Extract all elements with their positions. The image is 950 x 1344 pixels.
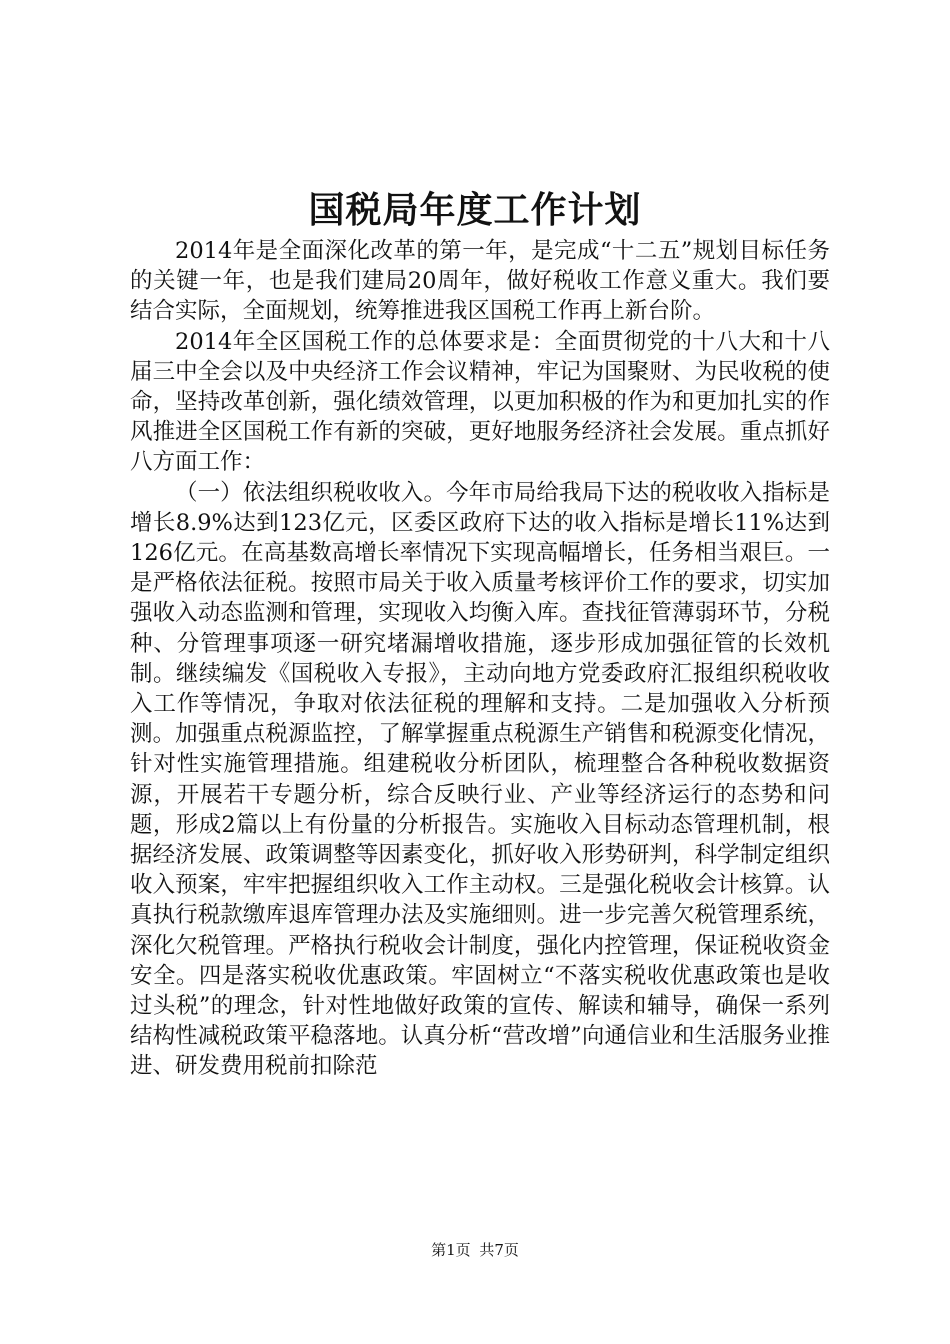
document-title: 国税局年度工作计划 (308, 189, 642, 231)
page-footer (0, 1240, 950, 1260)
paragraph-requirements: 2014年全区国税工作的总体要求是：全面贯彻党的十八大和十八届三中全会以及中央经济工作会议精神，牢记为国聚财、为民收税的使命，坚持改革创新，强化绩效管理，以更加积极的作为和更加扎实的作风推进全区国税工作有新的突破，更好地服务经济社会发展。重点抓好八方面工作： (130, 328, 830, 476)
document-body (130, 236, 830, 1082)
page-total: 共7页 (479, 1241, 519, 1259)
page-number: 第1页 (431, 1241, 471, 1259)
paragraph-intro: 2014年是全面深化改革的第一年，是完成“十二五”规划目标任务的关键一年，也是我们建局20周年，做好税收工作意义重大。我们要结合实际，全面规划，统筹推进我区国税工作再上新台阶。 (130, 238, 830, 325)
paragraph-section-one: （一）依法组织税收收入。今年市局给我局下达的税收收入指标是增长8.9%达到123亿元，区委区政府下达的收入指标是增长11%达到126亿元。在高基数高增长率情况下实现高幅增长，任务相当艰巨。一是严格依法征税。按照市局关于收入质量考核评价工作的要求，切实加强收入动态监测和管理，实现收入均衡入库。查找征管薄弱环节，分税种、分管理事项逐一研究堵漏增收措施，逐步形成加强征管的长效机制。继续编发《国税收入专报》，主动向地方党委政府汇报组织税收收入工作等情况，争取对依法征税的理解和支持。二是加强收入分析预测。加强重点税源监控，了解掌握重点税源生产销售和税源变化情况，针对性实施管理措施。组建税收分析团队，梳理整合各种税收数据资源，开展若干专题分析，综合反映行业、产业等经济运行的态势和问题，形成2篇以上有份量的分析报告。实施收入目标动态管理机制，根据经济发展、政策调整等因素变化，抓好收入形势研判，科学制定组织收入预案，牢牢把握组织收入工作主动权。三是强化税收会计核算。认真执行税款缴库退库管理办法及实施细则。进一步完善欠税管理系统，深化欠税管理。严格执行税收会计制度，强化内控管理，保证税收资金安全。四是落实税收优惠政策。牢固树立“不落实税收优惠政策也是收过头税”的理念，针对性地做好政策的宣传、解读和辅导，确保一系列结构性减税政策平稳落地。认真分析“营改增”向通信业和生活服务业推进、研发费用税前扣除范 (130, 479, 830, 1080)
